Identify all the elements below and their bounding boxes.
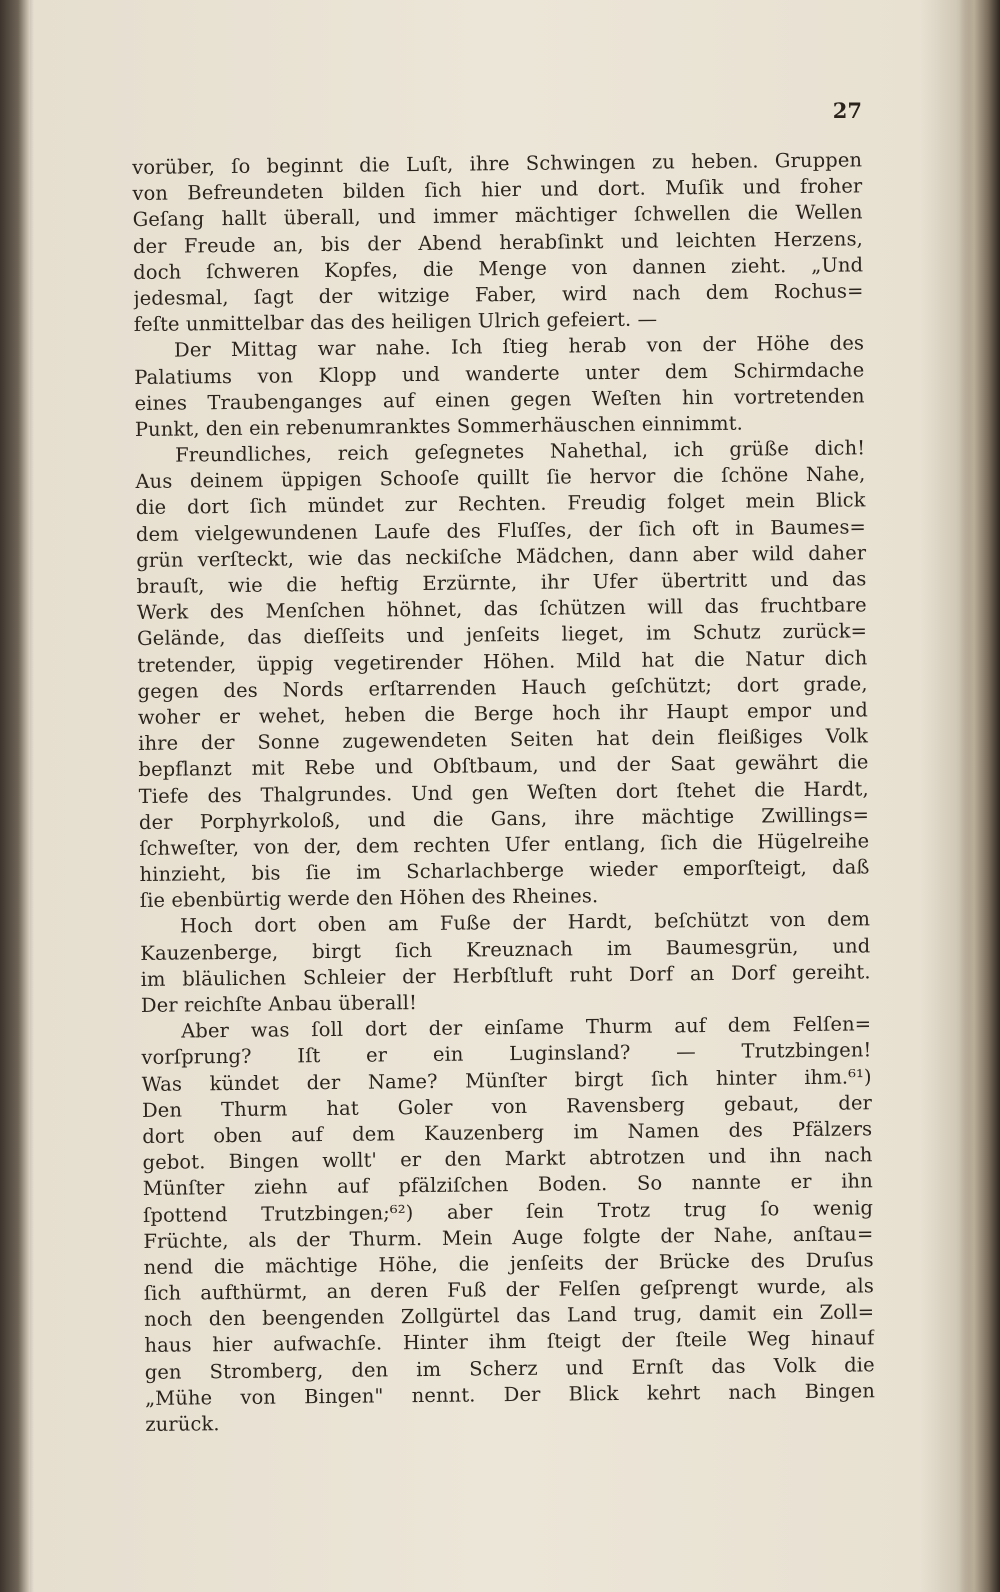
text-line: „Mühe von Bingen" nennt. Der Blick kehrt nach Bingen <box>144 1379 876 1410</box>
text-line: der Porphyrkoloß, und die Gans, ihre mächtige Zwillings= <box>138 803 870 834</box>
text-line: im bläulichen Schleier der Herbſtluft ruht Dorf an Dorf gereiht. <box>140 960 871 991</box>
text-line: ihre der Sonne zugewendeten Seiten hat dein fleißiges Volk <box>138 724 869 756</box>
text-line: grün verſteckt, wie das neckiſche Mädchen, dann aber wild daher <box>136 541 867 572</box>
page-edge-shadow <box>956 0 1000 1592</box>
text-line: jedesmal, ſagt der witzige Faber, wird nach dem Rochus= <box>133 279 864 310</box>
text-line: ſich aufthürmt, an deren Fuß der Felſen geſprengt wurde, als <box>143 1274 875 1305</box>
text-line: Tiefe des Thalgrundes. Und gen Weſten dort ſtehet die Hardt, <box>138 776 869 808</box>
text-line: gebot. Bingen wollt' er den Markt abtrotzen und ihn nach <box>142 1143 873 1175</box>
text-line: Palatiums von Klopp und wanderte unter dem Schirmdache <box>134 357 865 389</box>
text-line: Kauzenberge, birgt ſich Kreuznach im Baumesgrün, und <box>140 933 871 965</box>
text-line: die dort ſich mündet zur Rechten. Freudig folget mein Blick <box>135 488 866 520</box>
text-line: vorſprung? Iſt er ein Luginsland? — Trutzbingen! <box>141 1038 872 1070</box>
text-line: woher er wehet, heben die Berge hoch ihr Haupt empor und <box>137 698 868 729</box>
text-line: der Freude an, bis der Abend herabſinkt und leichten Herzens, <box>132 226 864 258</box>
text-line: noch den beengenden Zollgürtel das Land trug, damit ein Zoll= <box>144 1300 875 1332</box>
text-line: Freundliches, reich geſegnetes Nahethal, ich grüße dich! <box>175 436 866 467</box>
text-line: vorüber, ſo beginnt die Luſt, ihre Schwingen zu heben. Gruppen <box>132 148 863 179</box>
text-line: Den Thurm hat Goler von Ravensberg gebaut, der <box>141 1091 873 1122</box>
text-line: Werk des Menſchen höhnet, das ſchützen will das fruchtbare <box>136 593 867 625</box>
text-line: ſpottend Trutzbingen;⁶²) aber ſein Trotz trug ſo wenig <box>142 1195 874 1227</box>
text-line: feſte unmittelbar das des heiligen Ulrich gefeiert. — <box>133 307 658 337</box>
text-line: Münſter ziehn auf pfälziſchen Boden. So nannte er ihn <box>142 1169 873 1201</box>
text-line: Punkt, den ein rebenumranktes Sommerhäuschen einnimmt. <box>134 411 743 441</box>
text-line: haus hier aufwachſe. Hinter ihm ſteigt der ſteile Weg hinauf <box>144 1326 875 1358</box>
text-line: doch ſchweren Kopfes, die Menge von dannen zieht. „Und <box>133 253 864 284</box>
text-line: ſie ebenbürtig werde den Höhen des Rheines. <box>139 884 599 913</box>
text-line: dem vielgewundenen Laufe des Fluſſes, der ſich oft in Baumes= <box>135 514 867 546</box>
text-line: Früchte, als der Thurm. Mein Auge folgte der Nahe, anſtau= <box>143 1221 874 1253</box>
text-line: gen Stromberg, den im Scherz und Ernſt das Volk die <box>144 1352 875 1384</box>
text-line: Was kündet der Name? Münſter birgt ſich hinter ihm.⁶¹) <box>141 1064 872 1096</box>
page-number: 27 <box>832 98 862 123</box>
book-page <box>34 0 952 1592</box>
text-line: Der Mittag war nahe. Ich ſtieg herab von der Höhe des <box>173 331 865 362</box>
text-line: Der reichſte Anbau überall! <box>140 991 418 1017</box>
text-line: von Befreundeten bilden ſich hier und dort. Muſik und froher <box>132 174 863 206</box>
text-line: Geſang hallt überall, und immer mächtiger ſchwellen die Wellen <box>132 200 863 232</box>
text-line: Hoch dort oben am Fuße der Hardt, beſchützt von dem <box>179 907 871 938</box>
text-line: hinzieht, bis ſie im Scharlachberge wieder emporſteigt, daß <box>139 855 870 887</box>
text-line: Aus deinem üppigen Schooſe quillt ſie hervor die ſchöne Nahe, <box>135 462 866 494</box>
text-line: zurück. <box>145 1412 220 1436</box>
body-text <box>132 147 875 1438</box>
text-line: brauſt, wie die heftig Erzürnte, ihr Ufer übertritt und das <box>136 567 867 598</box>
text-line: gegen des Nords erſtarrenden Hauch geſchützt; dort grade, <box>137 672 868 703</box>
text-line: tretender, üppig vegetirender Höhen. Mild hat die Natur dich <box>137 645 868 677</box>
book-gutter <box>0 0 30 1592</box>
text-line: bepflanzt mit Rebe und Obſtbaum, und der Saat gewährt die <box>138 750 869 782</box>
text-line: eines Traubenganges auf einen gegen Weſten hin vortretenden <box>134 384 865 415</box>
text-line: nend die mächtige Höhe, die jenſeits der Brücke des Druſus <box>143 1248 874 1279</box>
text-line: Gelände, das dieſſeits und jenſeits lieget, im Schutz zurück= <box>136 619 868 651</box>
text-line: dort oben auf dem Kauzenberg im Namen des Pfälzers <box>142 1117 873 1148</box>
text-line: ſchweſter, von der, dem rechten Ufer entlang, ſich die Hügelreihe <box>139 829 870 860</box>
text-line: Aber was ſoll dort der einſame Thurm auf dem Felſen= <box>181 1012 872 1043</box>
